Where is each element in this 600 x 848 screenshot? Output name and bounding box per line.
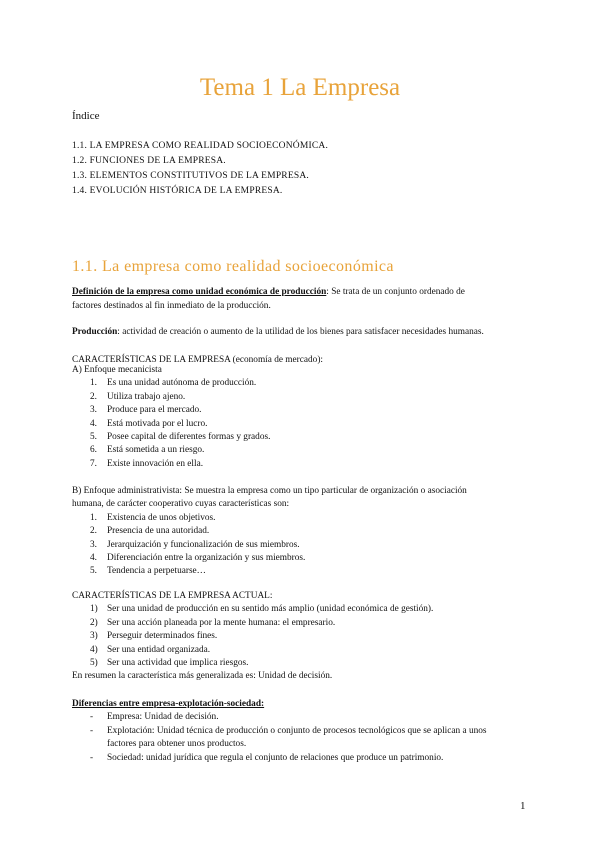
list-item: 4. Diferenciación entre la organización y sus miembros.	[90, 553, 306, 564]
production-text: : actividad de creación o aumento de la utilidad de los bienes para satisfacer necesidades humanas.	[117, 327, 484, 337]
list-item: 2) Ser una acción planeada por la mente humana: el empresario.	[90, 617, 336, 628]
list-item-continuation: factores para obtener unos productos.	[107, 739, 247, 750]
production-paragraph	[72, 325, 552, 339]
differences-section	[72, 698, 542, 765]
index-label: Índice	[72, 110, 100, 122]
list-item: 3. Produce para el mercado.	[90, 405, 202, 416]
list-item: 2. Presencia de una autoridad.	[90, 526, 210, 537]
summary-text: En resumen la característica más generalizada es: Unidad de decisión.	[72, 671, 333, 682]
production-term: Producción	[72, 327, 118, 337]
list-item: 7. Existe innovación en ella.	[90, 458, 204, 469]
definition-text-cont: factores destinados al fin inmediato de la producción.	[72, 301, 271, 311]
approach-description: B) Enfoque administrativista: Se muestra la empresa como un tipo particular de organización o asociación	[72, 486, 467, 496]
list-item: 4. Está motivada por el lucro.	[90, 418, 208, 429]
definition-text: : Se trata de un conjunto ordenado de	[326, 287, 465, 297]
current-characteristics-heading: CARACTERÍSTICAS DE LA EMPRESA ACTUAL:	[72, 591, 273, 601]
section-heading: 1.1. La empresa como realidad socioeconómica	[72, 258, 394, 275]
list-item: 1. Existencia de unos objetivos.	[90, 512, 216, 523]
characteristics-heading: CARACTERÍSTICAS DE LA EMPRESA (economía de mercado):	[72, 355, 323, 365]
approach-label: A) Enfoque mecanicista	[72, 365, 162, 375]
toc-entry[interactable]: 1.3. ELEMENTOS CONSTITUTIVOS DE LA EMPRESA.	[72, 171, 309, 181]
mechanistic-approach	[72, 364, 542, 471]
list-item: 3) Perseguir determinados fines.	[90, 631, 218, 642]
list-item: - Empresa: Unidad de decisión.	[90, 712, 219, 723]
list-item: 6. Está sometida a un riesgo.	[90, 445, 205, 456]
list-item: 5. Posee capital de diferentes formas y grados.	[90, 432, 271, 443]
current-characteristics	[72, 590, 542, 684]
list-item: - Explotación: Unidad técnica de producción o conjunto de procesos tecnológicos que se aplican a unos	[90, 725, 487, 736]
list-item: - Sociedad: unidad jurídica que regula el conjunto de relaciones que produce un patrimonio.	[90, 752, 444, 763]
toc-entry[interactable]: 1.1. LA EMPRESA COMO REALIDAD SOCIOECONÓMICA.	[72, 141, 329, 151]
administrative-approach	[72, 485, 542, 579]
toc-entry[interactable]: 1.4. EVOLUCIÓN HISTÓRICA DE LA EMPRESA.	[72, 186, 283, 196]
page-number: 1	[520, 800, 526, 812]
list-item: 2. Utiliza trabajo ajeno.	[90, 391, 186, 402]
list-item: 5) Ser una actividad que implica riesgos.	[90, 658, 249, 669]
list-item: 1) Ser una unidad de producción en su sentido más amplio (unidad económica de gestión).	[90, 604, 434, 615]
list-item: 4) Ser una entidad organizada.	[90, 644, 211, 655]
list-item: 1. Es una unidad autónoma de producción.	[90, 378, 257, 389]
definition-term: Definición de la empresa como unidad económica de producción	[72, 287, 327, 297]
definition-paragraph	[72, 285, 532, 313]
list-item: 3. Jerarquización y funcionalización de sus miembros.	[90, 539, 300, 550]
table-of-contents	[72, 139, 328, 199]
list-item: 5. Tendencia a perpetuarse…	[90, 566, 206, 577]
document-title: Tema 1 La Empresa	[199, 74, 401, 101]
approach-description-cont: humana, de carácter cooperativo cuyas características son:	[72, 499, 290, 510]
differences-heading: Diferencias entre empresa-explotación-sociedad:	[72, 699, 265, 709]
toc-entry[interactable]: 1.2. FUNCIONES DE LA EMPRESA.	[72, 156, 226, 166]
